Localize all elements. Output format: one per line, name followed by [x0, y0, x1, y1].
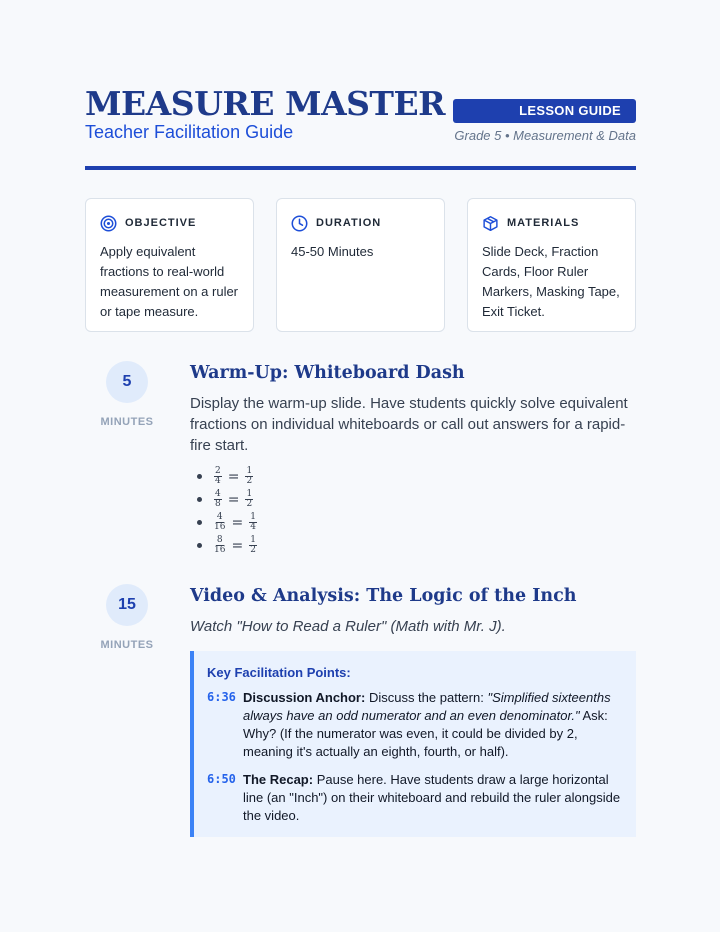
point-body: Pause here. Have students draw a large horizontal line (an "Inch") on their whiteboard and rebuild the ruler alongside the video.: [243, 772, 621, 823]
fraction-numerator: 1: [246, 489, 253, 499]
video-text: Watch "How to Read a Ruler" (Math with Mr. J).: [190, 618, 506, 635]
grade-label: Grade 5 • Measurement & Data: [454, 128, 636, 143]
point-text: [243, 689, 625, 761]
duration-card: [276, 198, 445, 332]
video-minutes-badge: 15: [106, 584, 148, 626]
fraction-item: $\frac{2}{4}$ = $\frac{1}{2}$: [197, 465, 257, 488]
page-subtitle: Teacher Facilitation Guide: [85, 122, 294, 142]
fraction-numerator: 4: [215, 489, 221, 499]
warmup-title: Warm-Up: Whiteboard Dash: [190, 363, 465, 383]
warmup-minutes-badge: 5: [106, 361, 148, 403]
header: [85, 84, 636, 170]
objective-card: [85, 198, 254, 332]
materials-label: MATERIALS: [507, 217, 580, 229]
clock-icon: [291, 215, 308, 232]
objective-label: OBJECTIVE: [125, 217, 197, 229]
fraction-numerator: 2: [215, 466, 221, 476]
materials-card: [467, 198, 636, 332]
info-cards: [85, 198, 636, 332]
objective-text: Apply equivalent fractions to real-world measurement on a ruler or tape measure.: [100, 244, 239, 319]
point-body-end: Ask: Why? (If the numerator was even, it could be divided by 2, meaning it's actually an eighth, fourth, or half).: [243, 708, 608, 759]
fraction-numerator: 1: [246, 466, 253, 476]
fraction-denominator: 2: [246, 476, 253, 486]
duration-text: 45-50 Minutes: [291, 244, 374, 259]
facilitation-callout: [190, 651, 636, 837]
point-text: [243, 771, 625, 825]
target-icon: [100, 215, 117, 232]
point-lead: The Recap:: [243, 772, 314, 787]
fraction-denominator: 4: [250, 522, 256, 532]
video-minutes-label: MINUTES: [100, 639, 154, 651]
fraction-numerator: 1: [250, 535, 256, 545]
point-quote: "Simplified sixteenths always have an odd numerator and an even denominator.": [243, 690, 611, 723]
fraction-item: $\frac{4}{16}$ = $\frac{1}{4}$: [197, 511, 257, 534]
fraction-item: $\frac{4}{8}$ = $\frac{1}{2}$: [197, 488, 257, 511]
point-lead: Discussion Anchor:: [243, 690, 366, 705]
callout-title: Key Facilitation Points:: [207, 665, 351, 680]
fraction-denominator: 8: [215, 499, 221, 509]
fraction-denominator: 4: [215, 476, 221, 486]
warmup-text: Display the warm-up slide. Have students quickly solve equivalent fractions on individual whiteboards or call out answers for a rapid-fire start.: [190, 395, 628, 454]
fraction-denominator: 16: [214, 545, 226, 555]
page-title: MEASURE MASTER: [85, 84, 446, 123]
fraction-numerator: 4: [216, 512, 223, 522]
fraction-denominator: 16: [214, 522, 226, 532]
box-icon: [482, 215, 499, 232]
timestamp: 6:50: [207, 772, 236, 786]
fraction-numerator: 1: [250, 512, 256, 522]
timestamp: 6:36: [207, 690, 236, 704]
fraction-numerator: 8: [216, 535, 223, 545]
header-divider: [85, 166, 636, 170]
point-body: Discuss the pattern:: [365, 690, 488, 705]
lesson-guide-badge: LESSON GUIDE: [453, 99, 636, 123]
fraction-denominator: 2: [246, 499, 253, 509]
fraction-item: $\frac{8}{16}$ = $\frac{1}{2}$: [197, 534, 257, 557]
warmup-minutes-label: MINUTES: [100, 416, 154, 428]
video-title: Video & Analysis: The Logic of the Inch: [190, 586, 577, 606]
duration-label: DURATION: [316, 217, 382, 229]
fraction-denominator: 2: [250, 545, 256, 555]
equivalent-fractions-list: [197, 465, 257, 557]
materials-text: Slide Deck, Fraction Cards, Floor Ruler Markers, Masking Tape, Exit Ticket.: [482, 244, 620, 319]
